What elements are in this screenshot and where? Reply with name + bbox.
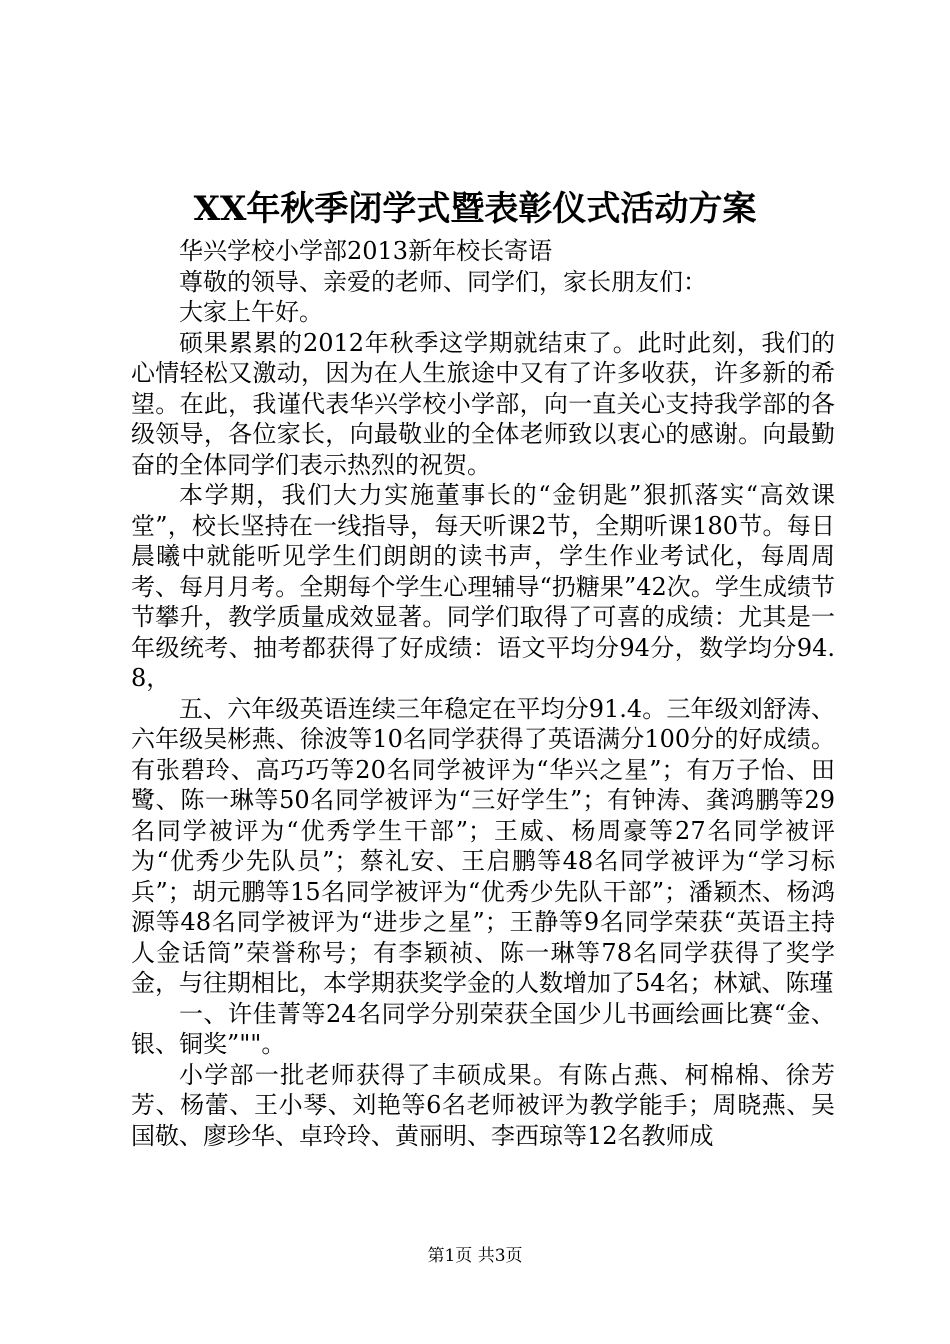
paragraph-semester-end: 硕果累累的2012年秋季这学期就结束了。此时此刻，我们的心情轻松又激动，因为在人生旅途中又有了许多收获，许多新的希望。在此，我谨代表华兴学校小学部，向一直关心支持我学部的各级领导，各位家长，向最敬业的全体老师致以衷心的感谢。向最勤奋的全体同学们表示热烈的祝贺。 xyxy=(131,328,835,479)
paragraph-student-awards: 五、六年级英语连续三年稳定在平均分91.4。三年级刘舒涛、六年级吴彬燕、徐波等10名同学获得了英语满分100分的好成绩。有张碧玲、高巧巧等20名同学被评为“华兴之星”；有万子怡、田鹭、陈一琳等50名同学被评为“三好学生”；有钟涛、龚鸿鹏等29名同学被评为“优秀学生干部”；王威、杨周豪等27名同学被评为“优秀少先队员”；蔡礼安、王启鹏等48名同学被评为“学习标兵”；胡元鹏等15名同学被评为“优秀少先队干部”；潘颖杰、杨鸿源等48名同学被评为“进步之星”；王静等9名同学荣获“英语主持人金话筒”荣誉称号；有李颖祯、陈一琳等78名同学获得了奖学金，与往期相比，本学期获奖学金的人数增加了54名；林斌、陈瑾 xyxy=(131,694,835,997)
paragraph-salutation: 尊敬的领导、亲爱的老师、同学们，家长朋友们： xyxy=(179,267,707,296)
paragraph-art-awards: 一、许佳菁等24名同学分别荣获全国少儿书画绘画比赛“金、银、铜奖”""。 xyxy=(131,999,835,1058)
document-title: XX年秋季闭学式暨表彰仪式活动方案 xyxy=(193,189,757,229)
paragraph-greeting-title: 华兴学校小学部2013新年校长寄语 xyxy=(179,237,553,265)
page-number-footer: 第1页 共3页 xyxy=(427,1246,523,1266)
paragraph-good-morning: 大家上午好。 xyxy=(179,298,323,326)
paragraph-teaching-achievements: 本学期，我们大力实施董事长的“金钥匙”狠抓落实“高效课堂”，校长坚持在一线指导，每天听课2节，全期听课180节。每日晨曦中就能听见学生们朗朗的读书声，学生作业考试化，每周周考、每月月考。全期每个学生心理辅导“扔糖果”42次。学生成绩节节攀升，教学质量成效显著。同学们取得了可喜的成绩：尤其是一年级统考、抽考都获得了好成绩：语文平均分94分，数学均分94.8， xyxy=(131,481,835,692)
document-body xyxy=(131,236,835,1151)
paragraph-teacher-achievements: 小学部一批老师获得了丰硕成果。有陈占燕、柯棉棉、徐芳芳、杨蕾、王小琴、刘艳等6名老师被评为教学能手；周晓燕、吴国敬、廖珍华、卓玲玲、黄丽明、李西琼等12名教师成 xyxy=(131,1060,835,1150)
